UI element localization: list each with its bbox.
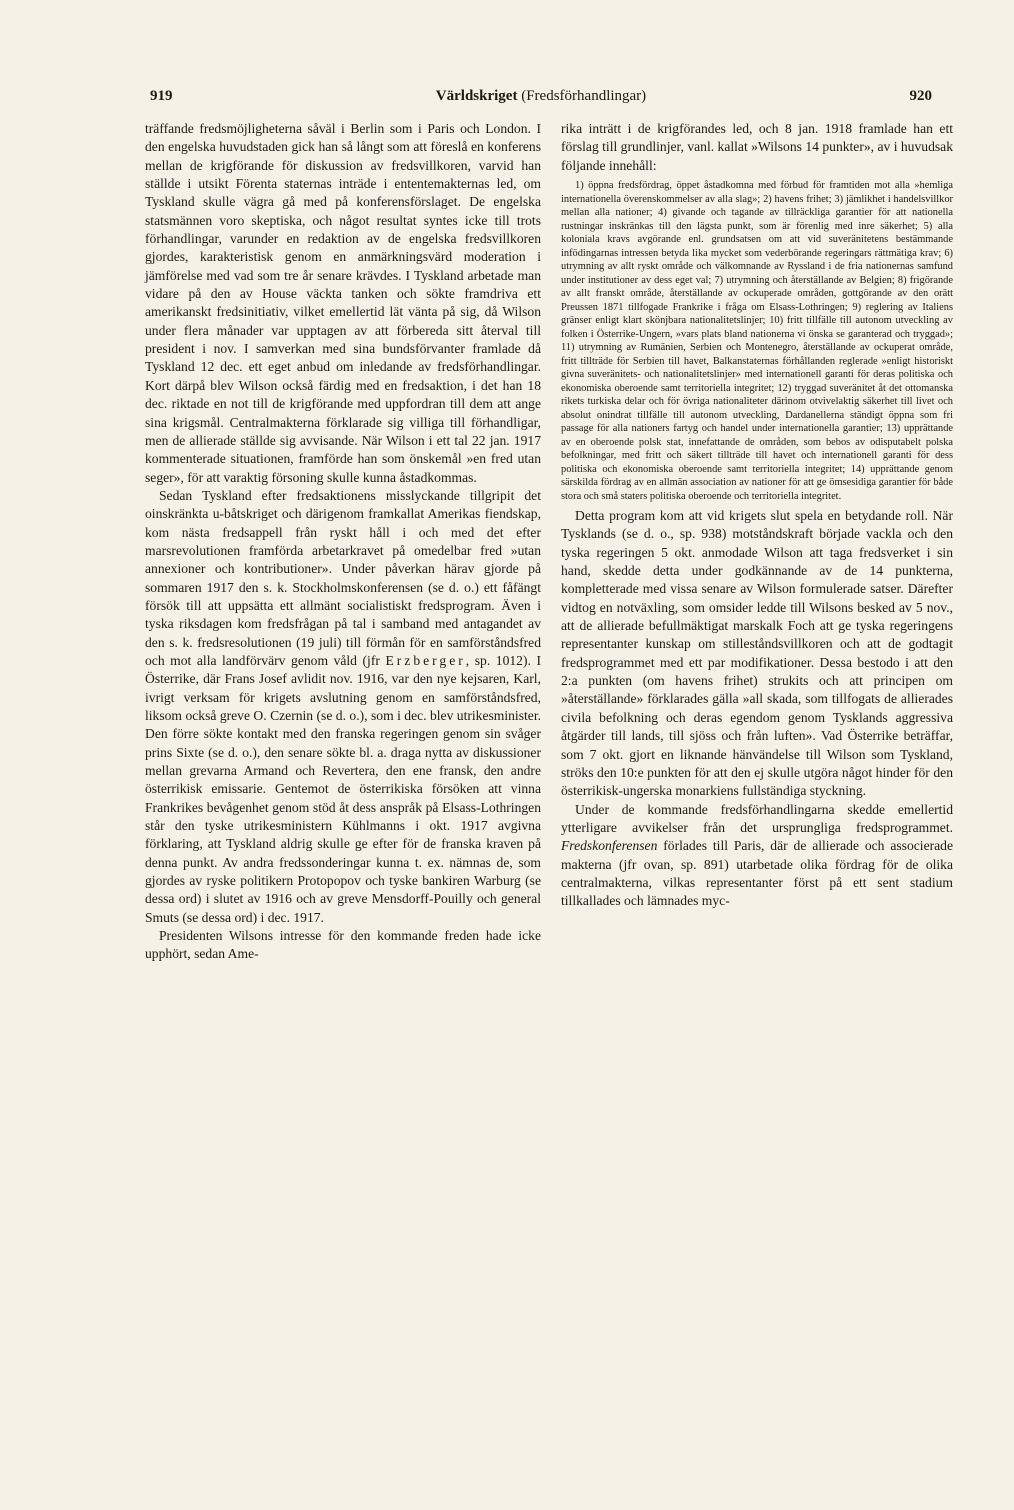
running-title-main: Världskriget [435, 88, 518, 104]
paragraph: rika inträtt i de krigförandes led, och 8 jan. 1918 framlade han ett förslag till grundlinjer, vanl. kallat »Wilsons 14 punkter», av i huvudsak följande innehåll: [561, 121, 953, 173]
fourteen-points-list: 1) öppna fredsfördrag, öppet åstadkomna med förbud för framtiden mot alla »hemliga internationella överenskommelser av alla slag»; 2) havens frihet; 3) jämlikhet i handelsvillkor mellan alla nationer; 4) givande och tagande av tillräckliga garantier för att nationella rustningar inskränkas till den lägsta punkt, som är förenlig med inre säkerhet; 5) alla koloniala kravs avgörande enl. grundsatsen om att vid suveränitetens bestämmande infödingarnas intressen betyda lika mycket som vederbörande regeringars rättmätiga krav; 6) utrymning av allt ryskt område och välkomnande av Ryssland i de fria nationernas samfund under institutioner av dess eget val; 7) utrymning och återställande av Belgien; 8) frigörande av allt franskt område, återställande av ockuperade områden, gottgörande av den orätt Preussen 1871 tillfogade Frankrike i fråga om Elsass-Lothringen; 9) reglering av Italiens gränser enligt klart skönjbara nationalitetslinjer; 10) fritt tillfälle till autonom utveckling av folken i Österrike-Ungern, »vars plats bland nationerna vi önska se garanterad och tryggad»; 11) utrymning av Rumänien, Serbien och Montenegro, återställande av ockuperat område, fritt tillträde för Serbien till havet, Balkanstaternas förhållanden reglerade »enligt historiskt givna suveränitets- och nationalitetslinjer» med internationell garanti för deras politiska och ekonomiska oberoende samt territoriella integritet; 12) tryggad suveränitet åt det ottomanska rikets turkiska delar och för övriga nationaliteter därinom otvivelaktig säkerhet till livet och absolut onindrat tillfälle till autonom utveckling, Dardanellerna ständigt öppna som fri passage för alla nationers fartyg och handel under internationella garantier; 13) upprättande av en oberoende polsk stat, innefattande de områden, som bebos av odisputabelt polska befolkningar, med fritt och säkert tillträde till havet och internationell garanti för dess politiska och ekonomiska oberoende samt territoriella integritet; 14) upprättande genom särskilda fördrag av en allmän association av nationer för att ge ömsesidiga garantier för både stora och små staters politiska oberoende och territoriella integritet. [561, 180, 953, 502]
running-title [150, 88, 932, 105]
paragraph-text: , sp. 1012). I Österrike, där Frans Josef avlidit nov. 1916, var den nye kejsaren, Karl, ivrigt verksam för krigets avslutning genom en samförståndsfred, liksom också greve O. Czernin (se d. o.), som i dec. blev utrikesminister. Den förre sökte kontakt med den franska regeringen genom sin svåger prins Sixte (se d. o.), den senare sökte bl. a. draga nytta av diskussioner mellan grevarna Armand och Revertera, den ene fransk, den andre österrikisk emissarie. Gentemot de österrikiska försöken att vinna Frankrikes bevågenhet genom stöd åt dess anspråk på Elsass-Lothringen står den tyske utrikesministern Kühlmanns i okt. 1917 avgivna förklaring, att Tyskland aldrig skulle ge efter för de franska kraven på denna punkt. Av andra fredssonderingar kunna t. ex. nämnas de, som gjordes av ryske politikern Protopopov och tyske bankiren Warburg (se dessa ord) i slutet av 1916 och av greve Mensdorff-Pouilly och general Smuts (se dessa ord) i dec. 1917. [145, 652, 541, 925]
paragraph [561, 801, 953, 911]
paragraph-text: Sedan Tyskland efter fredsaktionens misslyckande tillgripit det oinskränkta u-båtskriget och därigenom framkallat Amerikas fiendskap, kom nästa fredsappell från ryskt håll i och med det efter marsrevolutionen framförda arbetarkravet på omedelbar fred »utan annexioner och kontributioner». Under påverkan härav gjorde på sommaren 1917 den s. k. Stockholmskonferensen (se d. o.) ett fåfängt försök till att uppsätta ett allmänt socialistiskt fredsprogram. Även i tyska riksdagen kom fredsfrågan på tal i samband med antagandet av den s. k. fredsresolutionen (19 juli) till förmån för en samförståndsfred och mot alla landförvärv genom våld (jfr [145, 487, 541, 668]
paragraph: träffande fredsmöjligheterna såväl i Berlin som i Paris och London. I den engelska huvudstaden gick han så långt som att föreslå en konferens mellan de krigförande för diskussion av fredsvillkoren, varvid han ställde i utsikt Förenta staternas inträde i ententemakternas led, om Tyskland skulle vägra gå med på konferensförslaget. De engelska statsmännen voro skeptiska, och något resultat syntes icke till trots förhandlingar, varunder en redaktion av de engelska fredsvillkoren gjordes, karakteristisk genom en anmärkningsvärd moderation i jämförelse med vad som tre år senare krävdes. I Tyskland arbetade man vidare på den av House väckta tanken och sökte framdriva ett amerikanskt fredsinitiativ, vilket emellertid lät vänta på sig, då Wilson under flera månader var upptagen av att förbereda sitt återval till president i nov. I samverkan med sina bundsförvanter framlade då Tyskland 12 dec. ett eget anbud om inledande av fredsförhandlingar. Kort därpå blev Wilson också färdig med en fredsaktion, i det han 18 dec. riktade en not till de krigförande med uppfordran till dem att ange sina krigsmål. Centralmakterna förklarade sig villiga till förhandligar, men de allierade ställde sig avvisande. När Wilson i ett tal 22 jan. 1917 kommenterade situationen, framförde han som önskemål »en fred utan seger», för att varaktig försoning skulle kunna åstadkommas. [145, 121, 541, 485]
page-number-left: 919 [150, 88, 173, 104]
right-column [561, 120, 953, 911]
paragraph [145, 487, 541, 927]
paragraph: Detta program kom att vid krigets slut spela en betydande roll. När Tysklands (se d. o., sp. 938) motståndskraft började vackla och den tyska regeringen 5 okt. anmodade Wilson att taga fredsverket i sin hand, skedde detta under godkännande av de 14 punkterna, kompletterade med vissa senare av Wilson formulerade satser. Därefter vidtog en notväxling, som omsider ledde till Wilsons besked av 5 nov., att de allierade befullmäktigat marskalk Foch att ge tyska regeringens representanter kunskap om stilleståndsvillkoren och att de godtagit fredsprogrammet med ett par modifikationer. Dessa bestodo i att den 2:a punkten (om havens frihet) strukits och att principen om »återställande» förklarades gälla »all skada, som tillfogats de allierades civila befolkning och deras egendom genom Tysklands aggressiva åtgärder till lands, till sjöss och från luften». Vad Österrike beträffar, som 7 okt. gjort en liknande hänvändelse till Wilson som Tyskland, ströks den 10:e punkten för att den ej skulle utgöra något hinder för den österrikisk-ungerska monarkiens fullständiga styckning. [561, 508, 953, 799]
page-header [150, 88, 932, 114]
paragraph: Presidenten Wilsons intresse för den kommande freden hade icke upphört, sedan Ame- [145, 928, 541, 962]
left-column [145, 120, 541, 964]
paragraph-text: Under de kommande fredsförhandlingarna skedde emellertid ytterligare avvikelser från det ursprungliga fredsprogrammet. [561, 801, 953, 835]
italic-term: Fredskonferensen [561, 838, 658, 854]
page-number-right: 920 [909, 88, 932, 104]
running-title-sub: (Fredsförhandlingar) [521, 88, 647, 104]
cross-reference: Erzberger [385, 652, 466, 668]
paragraph-text: förlades till Paris, där de allierade och associerade makterna (jfr ovan, sp. 891) utarbetade olika fördrag för de olika centralmakterna, vilkas representanter först på ett sent stadium tillkallades och lämnades myc- [561, 838, 953, 909]
